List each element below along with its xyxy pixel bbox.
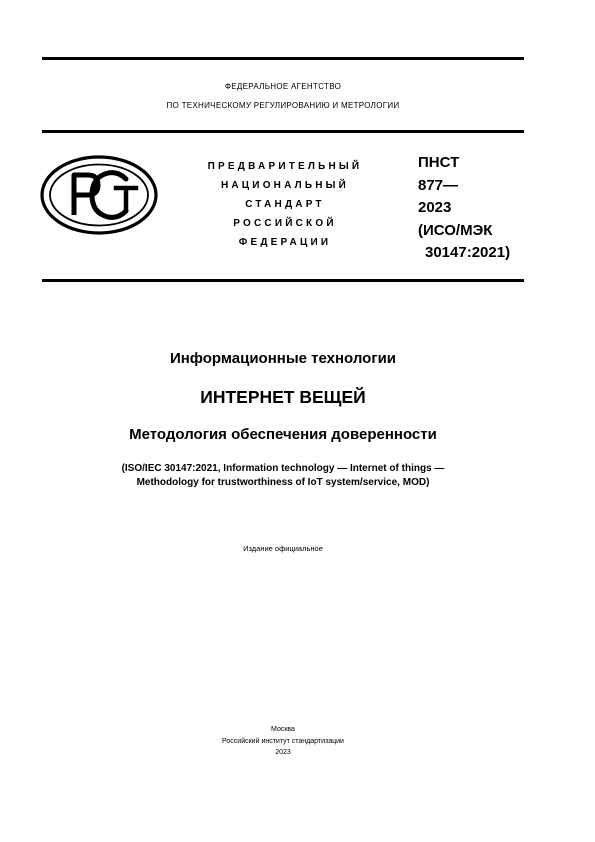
original-title-line: Methodology for trustworthiness of IoT system/service, MOD): [136, 477, 430, 488]
general-title: Информационные технологии: [169, 350, 397, 367]
designation-line: ПНСТ: [418, 154, 460, 171]
imprint-publisher: Российский институт стандартизации: [222, 737, 344, 745]
standard-type-line: ФЕДЕРАЦИИ: [238, 237, 332, 248]
imprint-city: Москва: [271, 726, 295, 733]
agency-name-line2: ПО ТЕХНИЧЕСКОМУ РЕГУЛИРОВАНИЮ И МЕТРОЛОГИИ: [166, 101, 400, 110]
standard-type: [180, 157, 390, 252]
main-title: ИНТЕРНЕТ ВЕЩЕЙ: [200, 387, 366, 407]
designation-line: (ИСО/МЭК: [418, 221, 493, 239]
original-standard-title: [42, 462, 524, 490]
standard-type-line: СТАНДАРТ: [245, 199, 325, 210]
original-title-line: (ISO/IEC 30147:2021, Information technology — Internet of things —: [121, 463, 445, 474]
standard-type-line: НАЦИОНАЛЬНЫЙ: [220, 180, 350, 191]
designation-line: 877—: [418, 176, 459, 194]
standard-designation: [418, 152, 528, 265]
imprint-year: 2023: [275, 749, 291, 756]
header-rule: [42, 130, 524, 133]
standard-type-line: ПРЕДВАРИТЕЛЬНЫЙ: [207, 161, 363, 172]
designation-line: 2023: [418, 199, 452, 216]
gost-r-mark-icon: [40, 155, 158, 235]
agency-name-line1: ФЕДЕРАЛЬНОЕ АГЕНТСТВО: [224, 82, 342, 91]
header-bottom-rule: [42, 279, 524, 282]
standard-type-line: РОССИЙСКОЙ: [233, 218, 337, 229]
imprint: [42, 724, 524, 759]
edition-note: Издание официальное: [243, 544, 323, 553]
designation-line: 30147:2021): [425, 244, 511, 261]
top-rule: [42, 57, 524, 60]
sub-title: Методология обеспечения доверенности: [129, 426, 437, 443]
